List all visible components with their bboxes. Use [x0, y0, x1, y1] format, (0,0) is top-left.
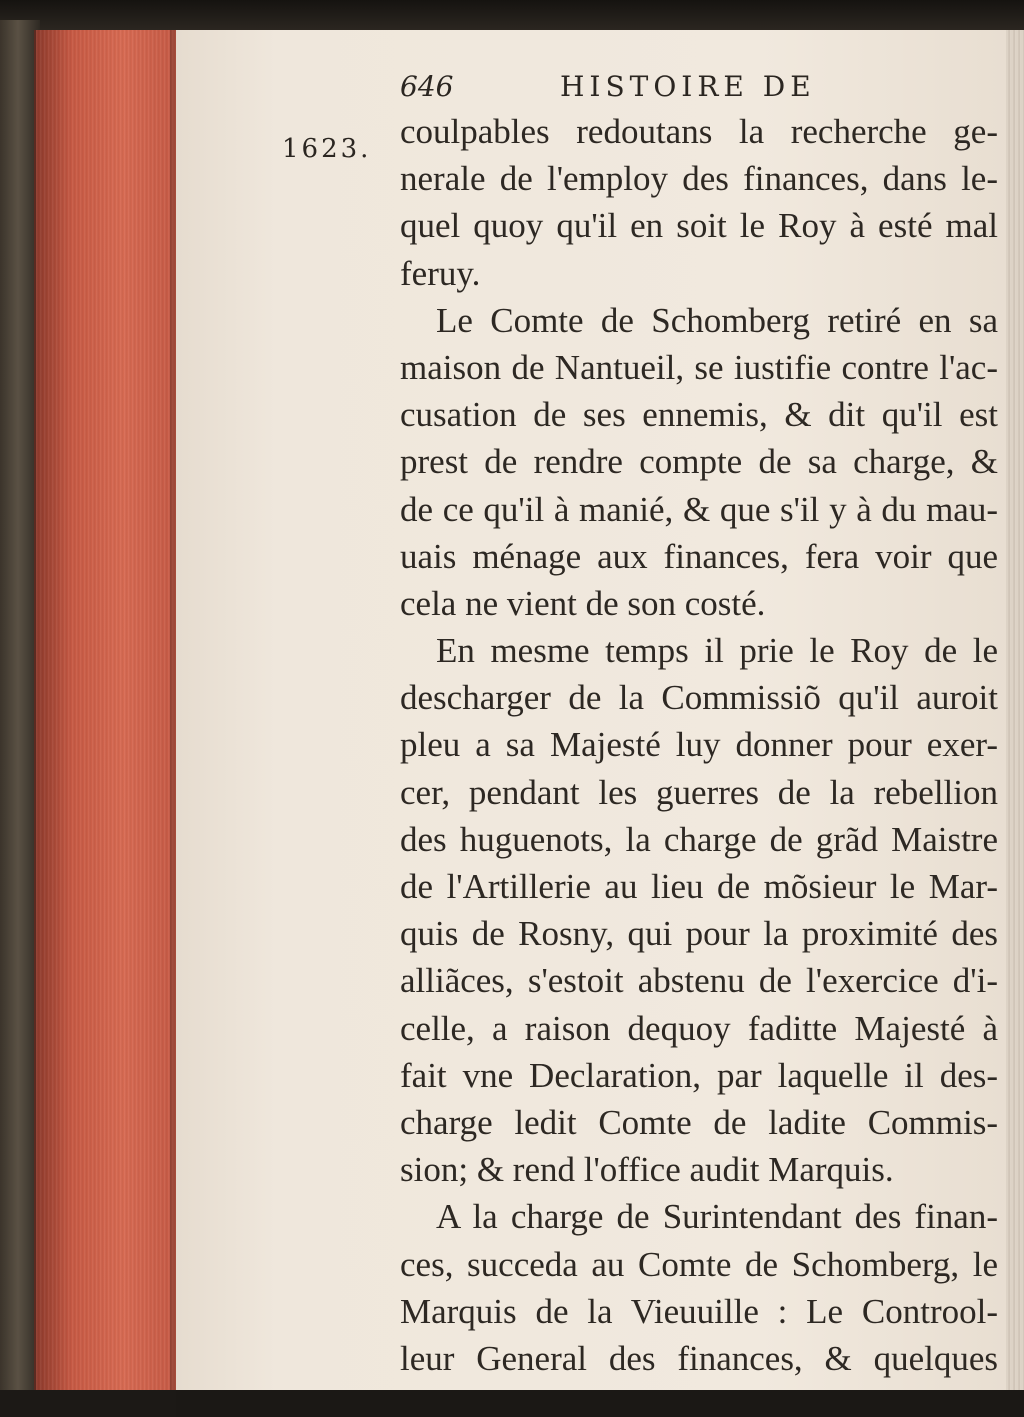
red-page-edges: [34, 30, 182, 1390]
text-line: alliãces, s'estoit abstenu de l'exercice d'i-: [400, 961, 998, 1001]
margin-year-note: 1623.: [282, 134, 372, 164]
text-line: cusation de ses ennemis, & dit qu'il est: [400, 395, 998, 435]
text-line: ces, succeda au Comte de Schomberg, le: [400, 1244, 998, 1284]
background-top: [0, 0, 1024, 30]
text-line: de l'Artillerie au lieu de mõsieur le Mar-: [400, 867, 998, 906]
text-line: cela ne vient de son costé.: [400, 583, 766, 623]
text-line: Le Comte de Schomberg retiré en sa: [436, 300, 998, 340]
text-line: uais ménage aux finances, fera voir que: [400, 536, 998, 576]
text-line: nerale de l'employ des finances, dans le-: [400, 159, 998, 199]
text-line: coulpables redoutans la recherche ge-: [400, 112, 998, 151]
text-line: quel quoy qu'il en soit le Roy à esté mal: [400, 206, 998, 246]
running-head-title: HISTOIRE DE: [560, 70, 816, 103]
text-line: descharger de la Commissiõ qu'il auroit: [400, 678, 998, 718]
text-line: quis de Rosny, qui pour la proximité des: [400, 914, 998, 954]
text-line: pleu a sa Majesté luy donner pour exer-: [400, 725, 998, 765]
text-line: En mesme temps il prie le Roy de le: [436, 631, 998, 671]
text-line: leur General des finances, & quelques: [400, 1338, 998, 1378]
page-body-text: [400, 108, 998, 1382]
text-line: sion; & rend l'office audit Marquis.: [400, 1150, 894, 1190]
text-line: prest de rendre compte de sa charge, &: [400, 442, 998, 482]
background-bottom: [176, 1390, 1024, 1417]
running-head: [400, 70, 830, 110]
text-line: celle, a raison dequoy faditte Majesté à: [400, 1008, 998, 1048]
text-line: Marquis de la Vieuuille : Le Controol-: [400, 1291, 998, 1331]
page-number: 646: [400, 70, 454, 103]
text-line: fait vne Declaration, par laquelle il des-: [400, 1055, 998, 1095]
text-line: feruy.: [400, 253, 481, 293]
text-line: des huguenots, la charge de grãd Maistre: [400, 819, 998, 859]
text-line: maison de Nantueil, se iustifie contre l'ac-: [400, 347, 998, 387]
text-line: A la charge de Surintendant des finan-: [436, 1197, 998, 1237]
page-fore-edge: [1006, 30, 1024, 1392]
text-line: cer, pendant les guerres de la rebellion: [400, 772, 998, 812]
text-line: de ce qu'il à manié, & que s'il y à du mau-: [400, 489, 998, 529]
text-line: charge ledit Comte de ladite Commis-: [400, 1102, 998, 1142]
